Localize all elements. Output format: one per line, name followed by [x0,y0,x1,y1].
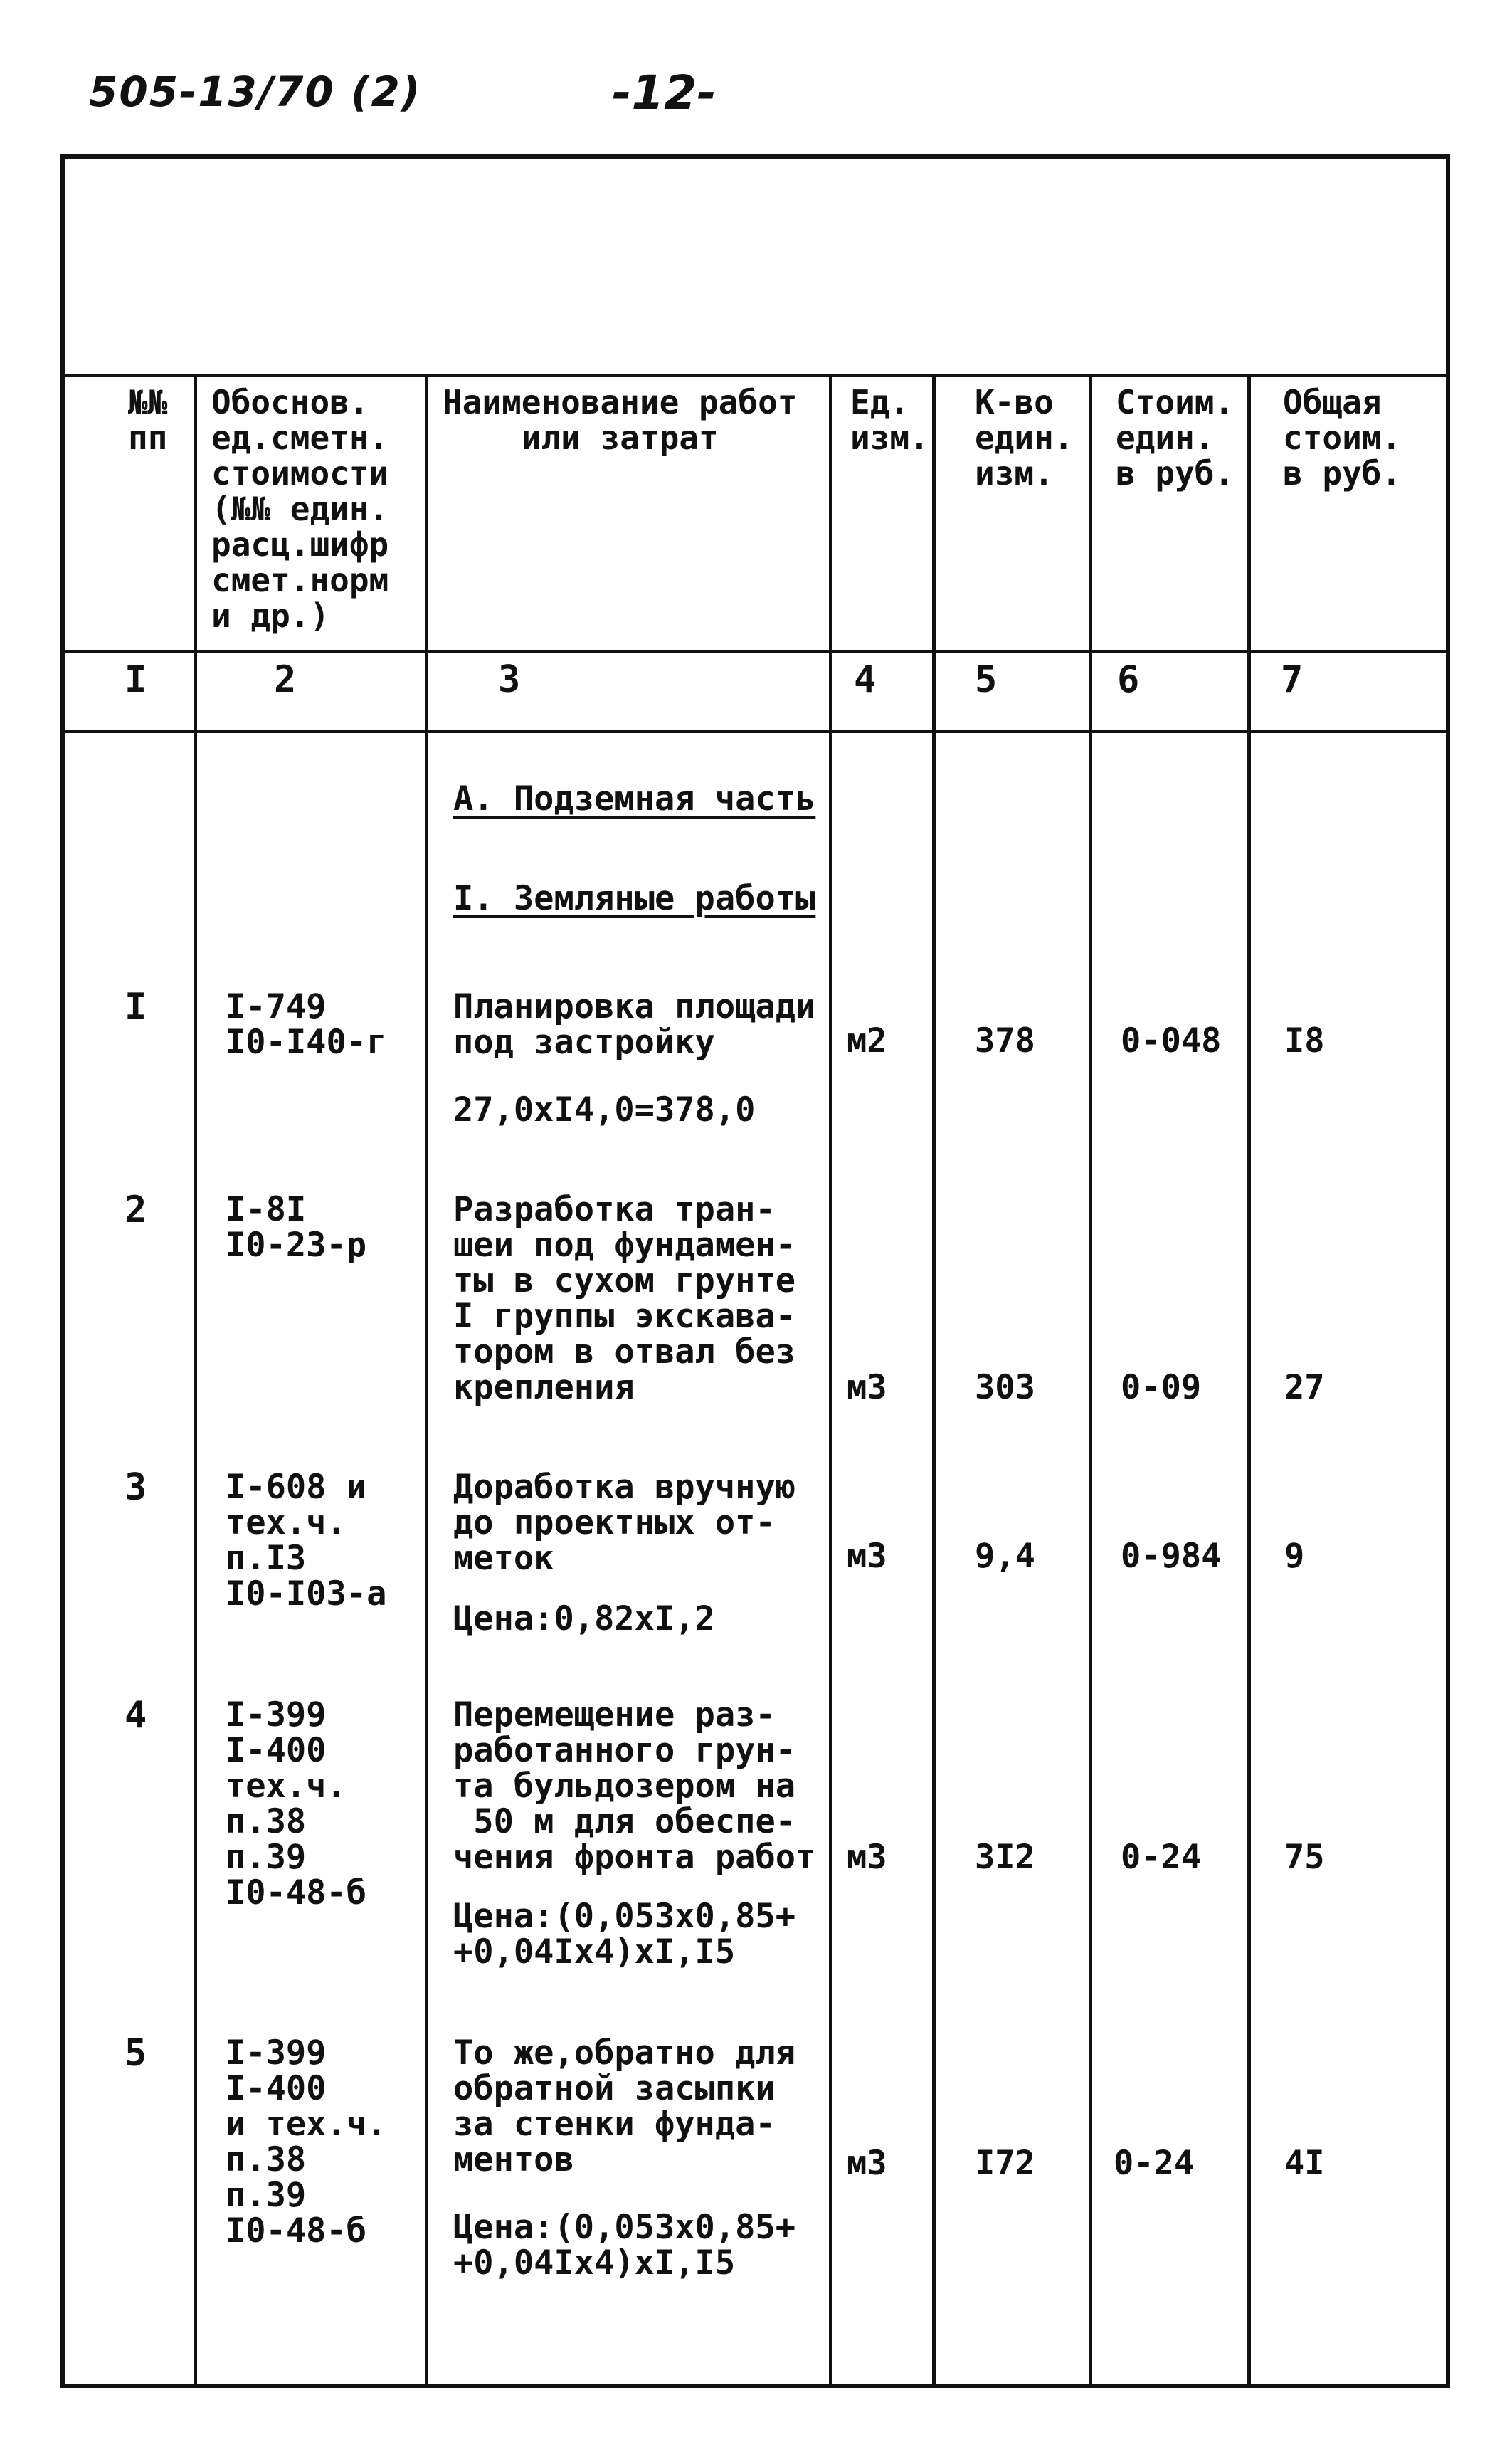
row-1-unit: м2 [847,1021,887,1060]
document-code: 505-13/70 (2) [89,68,422,116]
row-3-no: 3 [125,1466,147,1509]
header-bottom-rule [63,650,1450,653]
section-heading-earthworks: I. Земляные работы [453,879,816,918]
page-number: -12- [612,65,717,120]
col-divider-4 [932,374,936,2388]
header-name: Наименование работ или затрат [443,383,798,457]
col-divider-5 [1089,374,1092,2388]
row-2-basis: I-8I I0-23-р [226,1190,367,1265]
row-2-no: 2 [125,1189,147,1231]
col-divider-2 [425,374,428,2388]
colnum-bottom-rule [63,730,1450,733]
row-2-total: 27 [1284,1368,1325,1407]
row-4-qty: 3I2 [975,1838,1035,1877]
col-divider-6 [1247,374,1251,2388]
row-5-no: 5 [125,2032,147,2075]
row-1-no: I [125,986,147,1028]
colnum-2: 2 [274,658,297,701]
col-divider-3 [829,374,832,2388]
row-3-name: Доработка вручную до проектных от- меток [453,1468,796,1578]
row-3-calc: Цена:0,82xI,2 [453,1599,715,1638]
row-5-name: То же,обратно для обратной засыпки за стенки фунда- ментов [453,2033,796,2179]
row-3-basis: I-608 и тех.ч. п.I3 I0-I03-а [226,1468,387,1614]
row-2-name: Разработка тран- шеи под фундамен- ты в сухом грунте I группы экскава- тором в отвал без крепления [453,1190,796,1407]
row-3-qty: 9,4 [975,1537,1035,1576]
header-qty: К-во един. изм. [975,383,1074,493]
header-unit: Ед. изм. [850,383,929,457]
colnum-1: I [125,658,147,701]
row-1-qty: 378 [975,1021,1035,1060]
row-3-price: 0-984 [1121,1537,1222,1576]
row-4-basis: I-399 I-400 тех.ч. п.38 п.39 I0-48-б [226,1695,367,1912]
colnum-4: 4 [854,658,877,701]
row-1-total: I8 [1284,1021,1325,1060]
row-1-calc: 27,0xI4,0=378,0 [453,1090,756,1130]
colnum-3: 3 [498,658,521,701]
row-1-price: 0-048 [1121,1021,1222,1060]
header-total: Общая стоим. в руб. [1283,383,1402,493]
header-no: №№ пп [128,383,168,457]
row-5-qty: I72 [975,2144,1035,2183]
header-top-rule [63,374,1450,377]
row-4-price: 0-24 [1121,1838,1202,1877]
row-2-price: 0-09 [1121,1368,1202,1407]
row-5-calc: Цена:(0,053x0,85+ +0,04Ix4)xI,I5 [453,2208,796,2283]
row-4-total: 75 [1284,1838,1325,1877]
row-4-calc: Цена:(0,053x0,85+ +0,04Ix4)xI,I5 [453,1897,796,1972]
row-4-unit: м3 [847,1838,887,1877]
row-1-name: Планировка площади под застройку [453,987,816,1062]
row-2-unit: м3 [847,1368,887,1407]
row-5-price: 0-24 [1114,2144,1195,2183]
row-3-total: 9 [1284,1537,1305,1576]
header-price: Стоим. един. в руб. [1116,383,1235,493]
section-heading-a: А. Подземная часть [453,779,816,819]
row-3-unit: м3 [847,1537,887,1576]
row-1-basis: I-749 I0-I40-г [226,987,387,1062]
col-divider-1 [194,374,197,2388]
row-4-name: Перемещение раз- работанного грун- та бульдозером на 50 м для обеспе- чения фронта работ [453,1695,816,1877]
row-5-basis: I-399 I-400 и тех.ч. п.38 п.39 I0-48-б [226,2033,387,2251]
colnum-5: 5 [975,658,998,701]
row-2-qty: 303 [975,1368,1035,1407]
colnum-6: 6 [1117,658,1140,701]
row-5-unit: м3 [847,2144,887,2183]
header-basis: Обоснов. ед.сметн. стоимости (№№ един. расц.шифр смет.норм и др.) [211,383,389,635]
colnum-7: 7 [1281,658,1304,701]
row-5-total: 4I [1284,2144,1325,2183]
row-4-no: 4 [125,1694,147,1737]
